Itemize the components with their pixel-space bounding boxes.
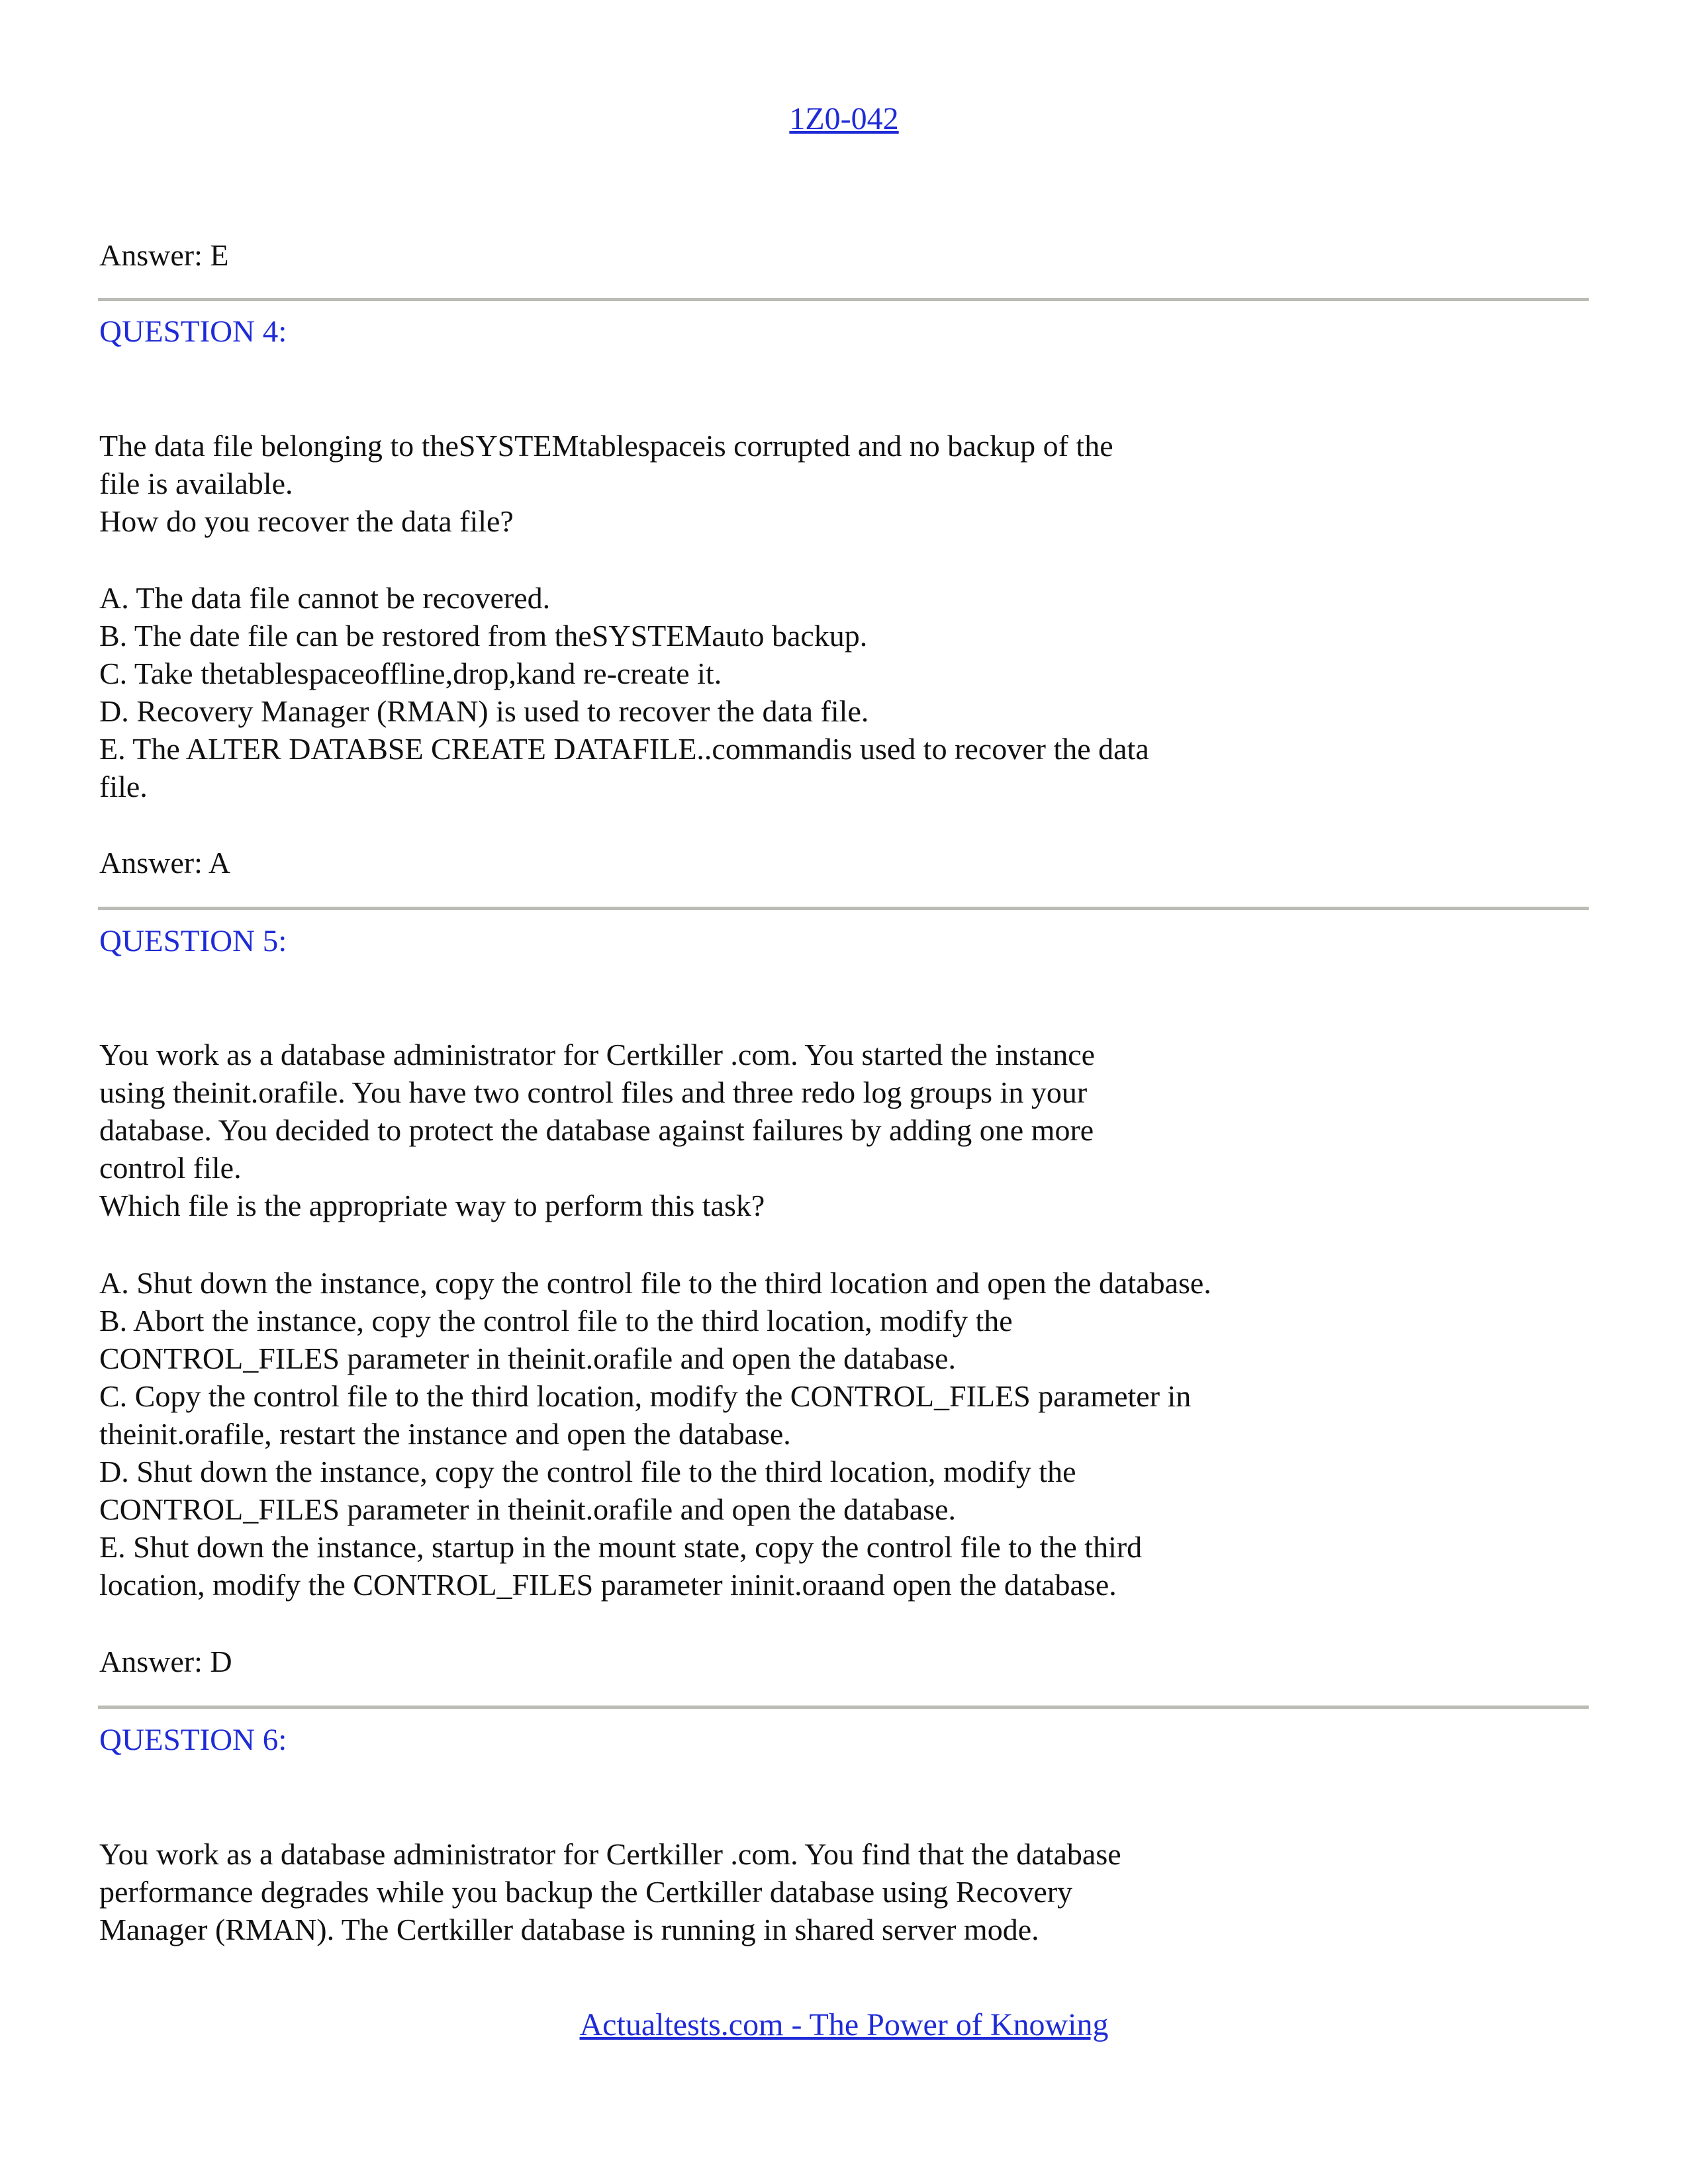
option-line: C. Copy the control file to the third location, modify the CONTROL_FILES parameter in <box>99 1379 1192 1413</box>
question-4-title: QUESTION 4: <box>99 314 287 349</box>
option-line: D. Shut down the instance, copy the control file to the third location, modify the <box>99 1455 1076 1488</box>
stem-line: You work as a database administrator for Certkiller .com. You find that the database <box>99 1837 1121 1871</box>
stem-line: How do you recover the data file? <box>99 504 514 538</box>
stem-line: control file. <box>99 1151 242 1185</box>
exam-code-link[interactable]: 1Z0-042 <box>789 101 899 136</box>
option-line: E. Shut down the instance, startup in the mount state, copy the control file to the third <box>99 1530 1143 1564</box>
question-4-answer: Answer: A <box>99 846 231 880</box>
stem-line: Which file is the appropriate way to perform this task? <box>99 1189 765 1222</box>
question-5-title: QUESTION 5: <box>99 924 287 958</box>
option-line: B. Abort the instance, copy the control file to the third location, modify the <box>99 1304 1013 1338</box>
option-line: file. <box>99 770 148 803</box>
stem-line: database. You decided to protect the database against failures by adding one more <box>99 1113 1094 1147</box>
question-4-options <box>99 579 1149 805</box>
divider <box>98 298 1589 301</box>
header-exam-link <box>0 99 1688 139</box>
stem-line: The data file belonging to theSYSTEMtablespaceis corrupted and no backup of the <box>99 429 1113 463</box>
divider <box>98 907 1589 910</box>
option-line: CONTROL_FILES parameter in theinit.orafile and open the database. <box>99 1342 956 1375</box>
option-line: D. Recovery Manager (RMAN) is used to recover the data file. <box>99 694 869 728</box>
footer-link[interactable]: Actualtests.com - The Power of Knowing <box>579 2007 1109 2042</box>
question-6-stem <box>99 1835 1121 1948</box>
stem-line: performance degrades while you backup the Certkiller database using Recovery <box>99 1875 1073 1909</box>
question-5-stem <box>99 1036 1095 1224</box>
stem-line: using theinit.orafile. You have two control files and three redo log groups in your <box>99 1075 1088 1109</box>
option-line: location, modify the CONTROL_FILES parameter ininit.oraand open the database. <box>99 1568 1117 1602</box>
option-line: C. Take thetablespaceoffline,drop,kand re-create it. <box>99 657 722 690</box>
stem-line: You work as a database administrator for Certkiller .com. You started the instance <box>99 1038 1096 1071</box>
footer <box>0 2005 1688 2045</box>
question-5-answer: Answer: D <box>99 1645 232 1678</box>
option-line: A. The data file cannot be recovered. <box>99 581 551 615</box>
stem-line: Manager (RMAN). The Certkiller database is running in shared server mode. <box>99 1913 1039 1946</box>
option-line: CONTROL_FILES parameter in theinit.orafile and open the database. <box>99 1492 956 1526</box>
question-4-stem <box>99 427 1113 540</box>
option-line: theinit.orafile, restart the instance and open the database. <box>99 1417 791 1451</box>
option-line: B. The date file can be restored from theSYSTEMauto backup. <box>99 619 868 653</box>
divider <box>98 1706 1589 1709</box>
previous-answer: Answer: E <box>99 238 229 272</box>
option-line: A. Shut down the instance, copy the control file to the third location and open the database. <box>99 1266 1211 1300</box>
question-6-title: QUESTION 6: <box>99 1723 287 1757</box>
question-5-options <box>99 1264 1211 1604</box>
option-line: E. The ALTER DATABSE CREATE DATAFILE..commandis used to recover the data <box>99 732 1149 766</box>
stem-line: file is available. <box>99 467 293 500</box>
